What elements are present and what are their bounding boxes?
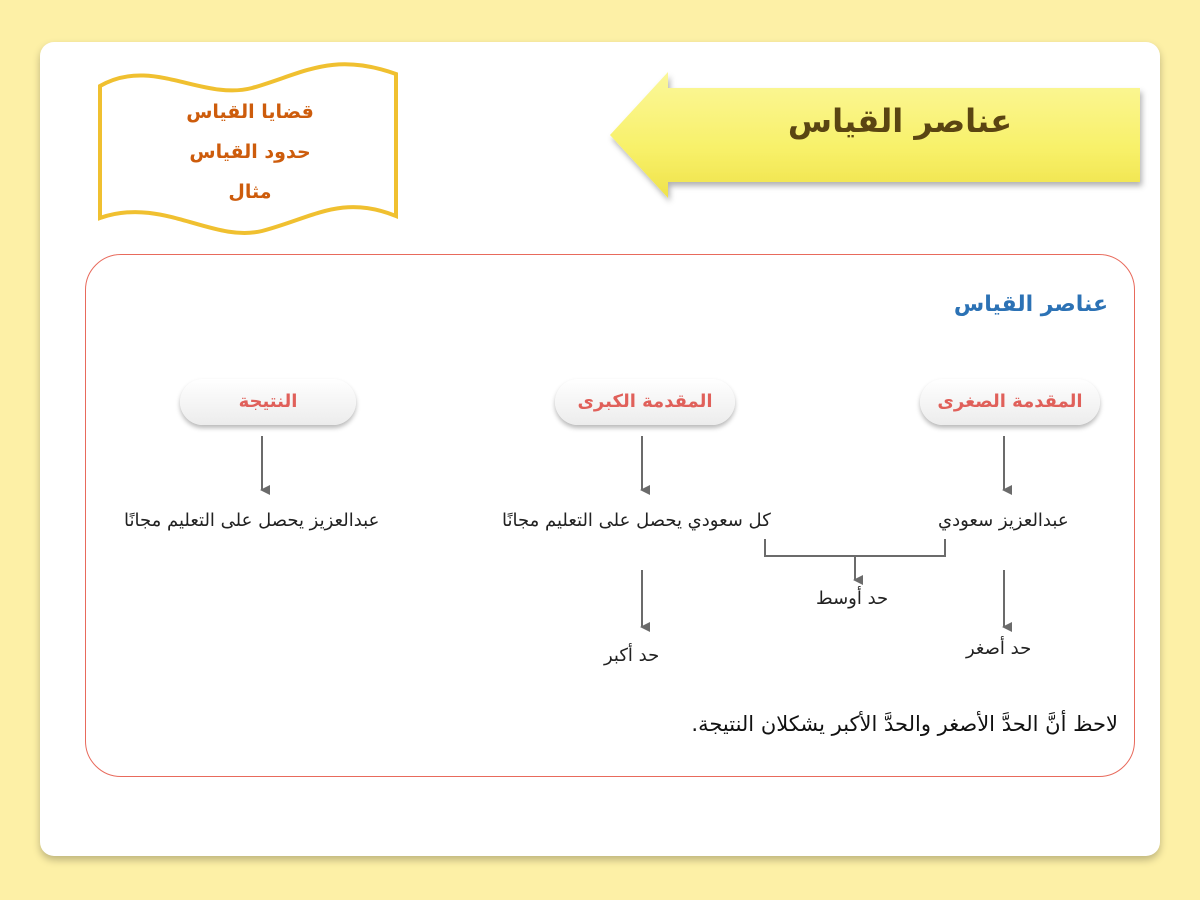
scroll-item-example[interactable]: مثال: [228, 181, 272, 203]
label-major-term: حد أكبر: [604, 645, 660, 666]
statement-minor-premise: عبدالعزيز سعودي: [938, 510, 1069, 531]
slide: [40, 42, 1160, 856]
scroll-list: [140, 92, 360, 212]
scroll-item-syllogism-terms[interactable]: حدود القياس: [189, 141, 311, 163]
section-title: عناصر القياس: [953, 292, 1108, 317]
header-major-premise: المقدمة الكبرى: [555, 379, 735, 425]
label-minor-term: حد أصغر: [966, 638, 1032, 659]
scroll-item-syllogism-propositions[interactable]: قضايا القياس: [186, 101, 314, 123]
label-middle-term: حد أوسط: [816, 588, 889, 609]
header-minor-premise: المقدمة الصغرى: [920, 379, 1100, 425]
note-text: لاحظ أنَّ الحدَّ الأصغر والحدَّ الأكبر يشكلان النتيجة.: [691, 712, 1118, 736]
statement-conclusion: عبدالعزيز يحصل على التعليم مجانًا: [124, 510, 380, 531]
header-conclusion: النتيجة: [180, 379, 356, 425]
banner-title: عناصر القياس: [787, 102, 1013, 140]
statement-major-premise: كل سعودي يحصل على التعليم مجانًا: [502, 510, 771, 531]
